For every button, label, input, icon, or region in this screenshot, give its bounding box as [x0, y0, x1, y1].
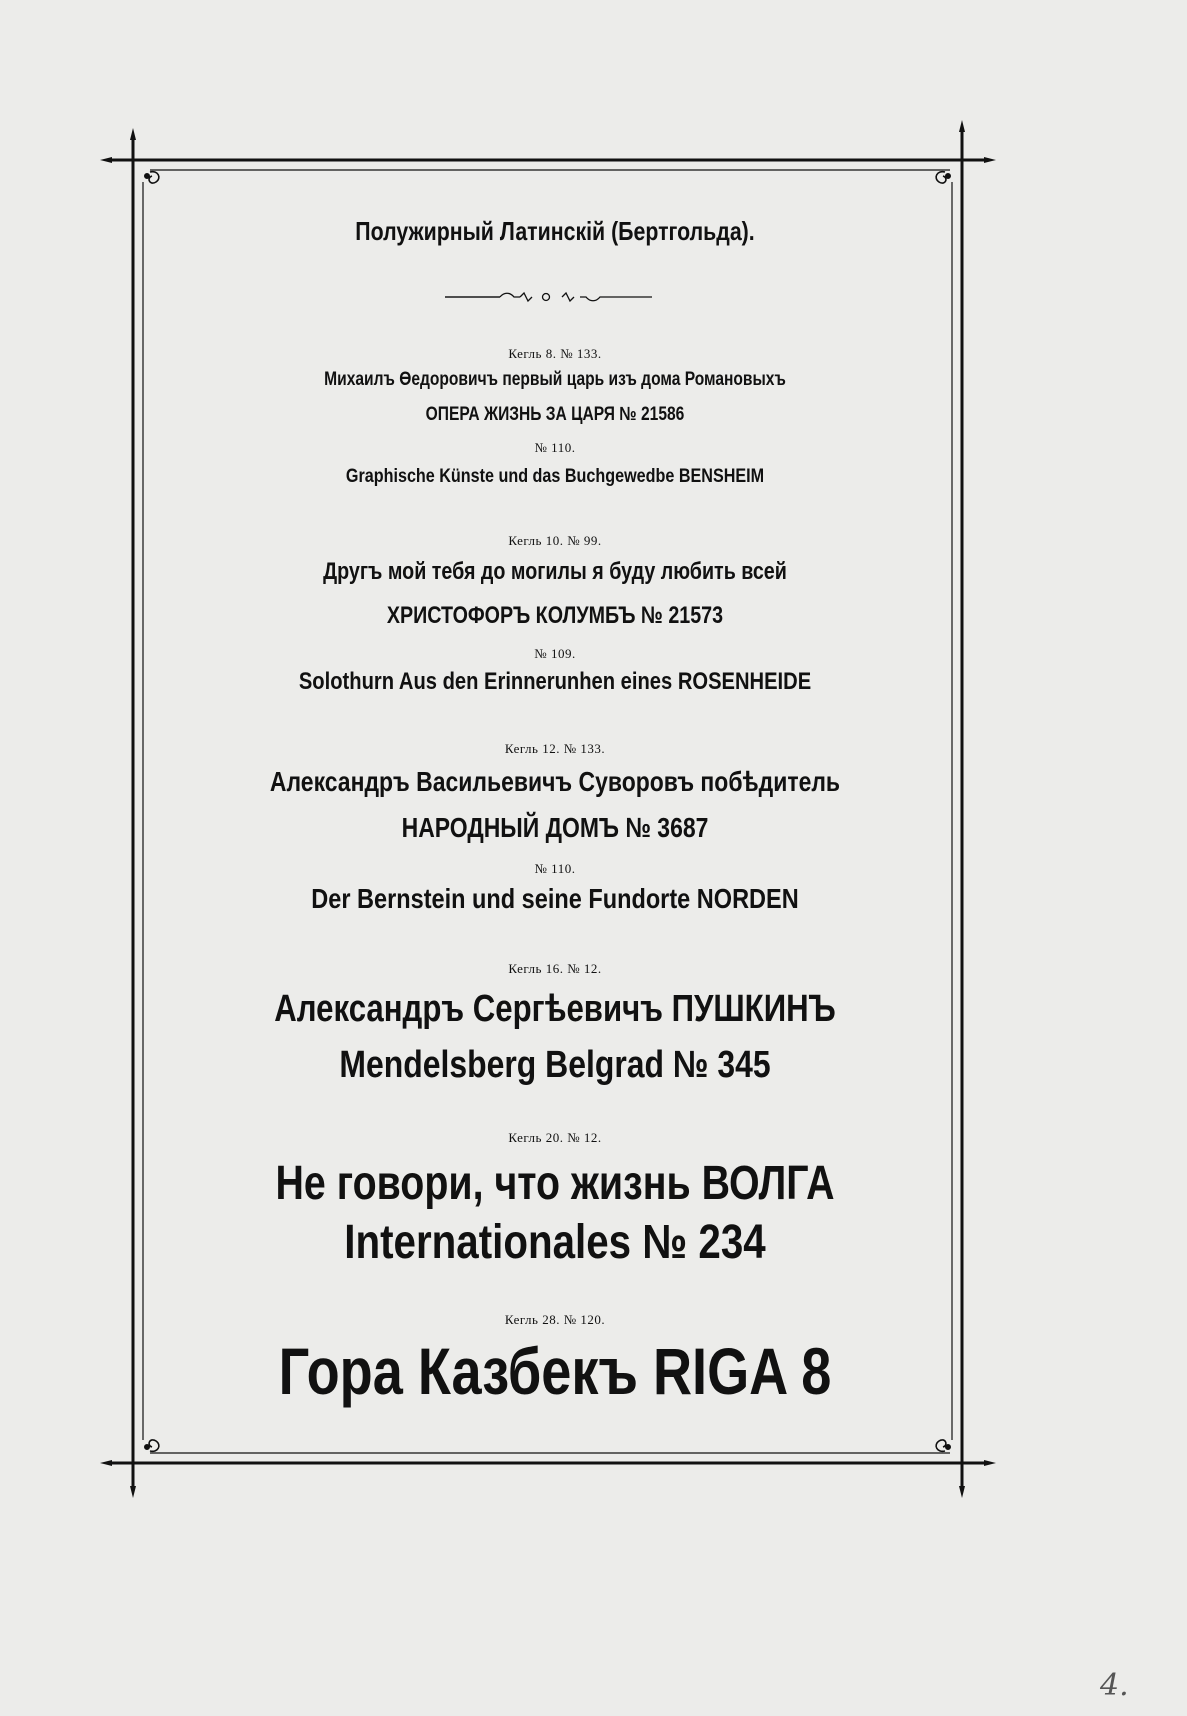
section-1-label: Кегль 8. № 133. [508, 346, 602, 361]
section-4-line-1: Александръ Сергѣевичъ ПУШКИНЪ [274, 988, 836, 1030]
section-3-line-3: Der Bernstein und seine Fundorte NORDEN [311, 883, 799, 914]
section-4-label: Кегль 16. № 12. [508, 961, 602, 976]
section-6-line-1: Гора Казбекъ RIGA 8 [278, 1334, 832, 1408]
section-1-line-3: Graphische Künste und das Buchgewedbe BENSHEIM [345, 466, 765, 487]
section-5-label: Кегль 20. № 12. [508, 1130, 602, 1145]
section-2-sublabel: № 109. [534, 646, 576, 661]
section-2-line-3: Solothurn Aus den Erinnerunhen eines ROSENHEIDE [298, 668, 812, 695]
section-5-line-1: Не говори, что жизнь ВОЛГА [275, 1157, 835, 1210]
divider-ornament-icon [150, 282, 960, 312]
page-number: 4. [1100, 1668, 1129, 1703]
section-6-label: Кегль 28. № 120. [504, 1312, 606, 1327]
section-3-line-2: НАРОДНЫЙ ДОМЪ № 3687 [401, 812, 709, 843]
specimen-page [150, 150, 960, 1450]
section-5-line-2: Internationales № 234 [344, 1216, 766, 1269]
section-3-sublabel: № 110. [534, 861, 576, 876]
section-3-label: Кегль 12. № 133. [504, 741, 606, 756]
section-2-line-2: ХРИСТОФОРЪ КОЛУМБЪ № 21573 [386, 602, 724, 629]
section-4-line-2: Mendelsberg Belgrad № 345 [339, 1044, 771, 1086]
section-2-line-1: Другъ мой тебя до могилы я буду любить всей [323, 558, 787, 585]
section-1-line-2: ОПЕРА ЖИЗНЬ ЗА ЦАРЯ № 21586 [425, 404, 685, 425]
section-3-line-1: Александръ Васильевичъ Суворовъ побѣдитель [269, 766, 841, 797]
page-title: Полужирный Латинскій (Бертгольда). [355, 216, 755, 246]
section-1-line-1: Михаилъ Өедоровичъ первый царь изъ дома Романовыхъ [324, 369, 786, 390]
section-1-sublabel: № 110. [534, 440, 576, 455]
section-2-label: Кегль 10. № 99. [508, 533, 602, 548]
